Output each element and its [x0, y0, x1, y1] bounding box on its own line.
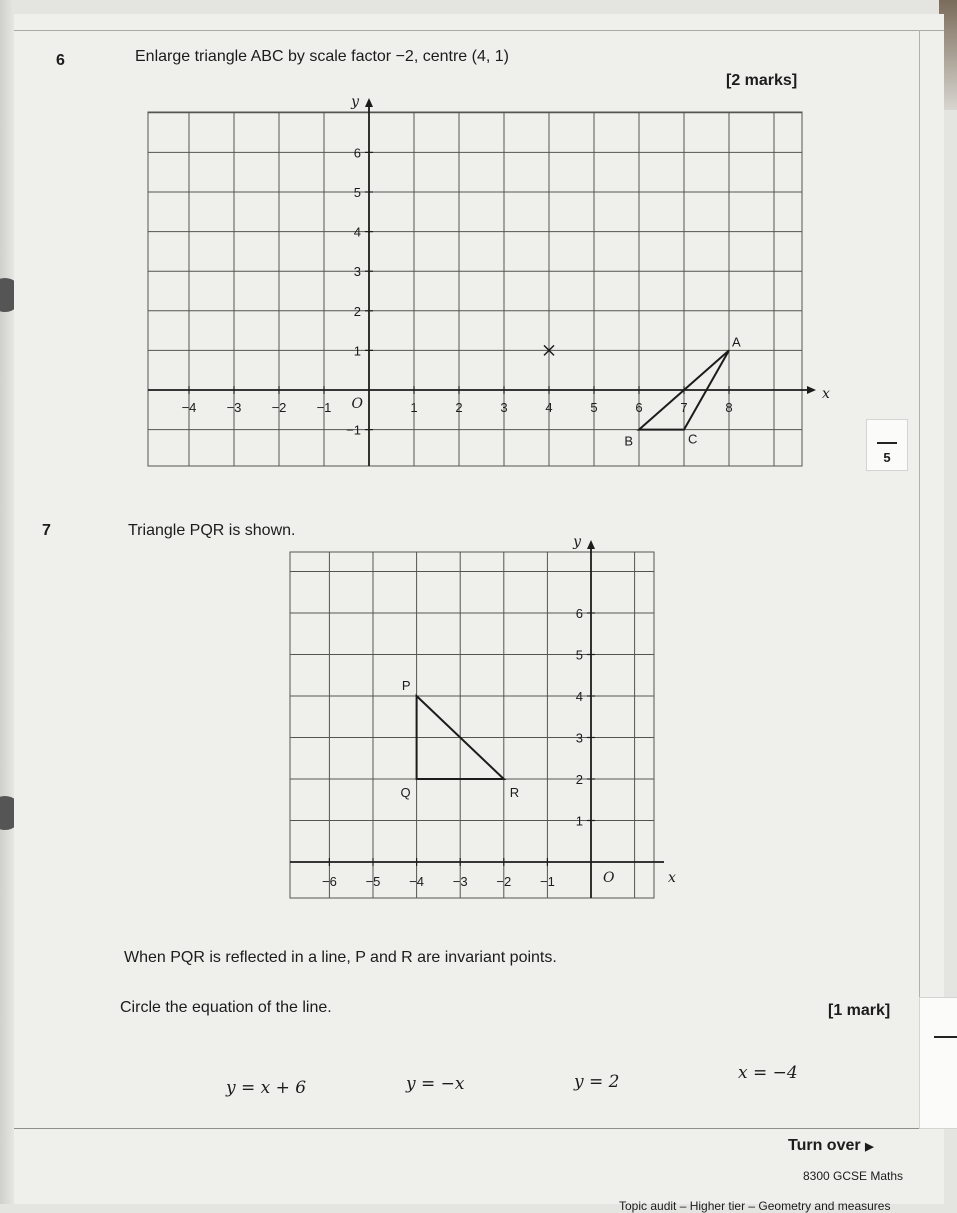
origin-label: O — [603, 870, 615, 886]
score-total: 5 — [883, 450, 891, 465]
y-tick-label: 1 — [575, 813, 583, 829]
turn-over-label — [788, 1137, 874, 1155]
y-tick-label: 4 — [353, 224, 361, 240]
worksheet-page — [14, 14, 944, 1213]
y-tick-label: 6 — [353, 145, 361, 161]
triangle-right-icon: ▶ — [865, 1141, 874, 1153]
y-tick-label: −1 — [346, 422, 361, 438]
page-edge-shadow — [0, 0, 14, 1204]
x-tick-label: 6 — [635, 400, 643, 415]
marks-label: [1 mark] — [828, 1002, 891, 1019]
vertex-label-p: P — [401, 678, 411, 693]
question-number: 6 — [56, 52, 65, 69]
question-number: 7 — [42, 522, 51, 539]
x-axis-label: x — [822, 386, 830, 402]
y-tick-label: 2 — [353, 303, 361, 319]
y-axis-label: y — [351, 94, 359, 110]
y-tick-label: 1 — [353, 343, 361, 359]
question-task: Circle the equation of the line. — [120, 999, 332, 1016]
question-intro: Triangle PQR is shown. — [128, 522, 296, 539]
origin-label: O — [351, 396, 363, 412]
y-tick-label: 6 — [575, 606, 583, 621]
marks-box — [919, 997, 957, 1129]
vertex-label-a: A — [732, 334, 741, 350]
x-tick-label: −3 — [452, 874, 468, 889]
option-equation[interactable]: x = −4 — [738, 1063, 798, 1083]
turn-over-text: Turn over — [788, 1137, 861, 1154]
x-tick-label: −6 — [321, 874, 337, 889]
x-tick-label: −1 — [539, 874, 555, 889]
marks-label: [2 marks] — [726, 72, 798, 89]
y-axis-arrow — [587, 540, 595, 549]
y-tick-label: 3 — [353, 264, 361, 280]
coordinate-grid-q7 — [14, 14, 944, 934]
x-axis-label: x — [668, 870, 676, 886]
y-tick-label: 3 — [575, 730, 583, 746]
y-tick-label: 5 — [353, 185, 361, 200]
grid-border — [290, 552, 654, 898]
y-tick-label: 5 — [575, 647, 583, 663]
vertex-label-c: C — [688, 431, 698, 447]
x-tick-label: 1 — [410, 400, 418, 415]
vertex-label-q: Q — [400, 785, 411, 800]
topic-label: Topic audit – Higher tier – Geometry and measures — [619, 1199, 891, 1213]
y-tick-label: 2 — [575, 772, 583, 787]
course-code: 8300 GCSE Maths — [803, 1169, 904, 1183]
x-tick-label: 7 — [680, 400, 688, 415]
x-tick-label: −5 — [365, 874, 381, 889]
x-tick-label: 8 — [725, 400, 733, 415]
x-tick-label: −2 — [496, 874, 512, 889]
vertex-label-b: B — [624, 433, 633, 449]
x-tick-label: 4 — [545, 400, 553, 415]
option-equation[interactable]: y = x + 6 — [226, 1078, 307, 1098]
option-equation[interactable]: y = 2 — [574, 1072, 620, 1092]
x-tick-label: −3 — [226, 400, 242, 415]
x-tick-label: −1 — [316, 400, 332, 415]
x-tick-label: −4 — [409, 874, 425, 889]
x-tick-label: 2 — [455, 400, 463, 415]
score-line — [934, 1036, 957, 1038]
option-equation[interactable]: y = −x — [406, 1074, 465, 1094]
vertex-label-r: R — [509, 785, 520, 800]
y-axis-label: y — [573, 534, 581, 550]
divider-line — [14, 1128, 944, 1129]
y-tick-label: 4 — [575, 689, 583, 704]
x-tick-label: −4 — [181, 400, 197, 415]
x-tick-label: 5 — [590, 400, 598, 415]
question-statement: When PQR is reflected in a line, P and R are invariant points. — [124, 949, 557, 966]
x-tick-label: 3 — [500, 400, 508, 415]
x-tick-label: −2 — [271, 400, 287, 415]
question-instruction: Enlarge triangle ABC by scale factor −2, centre (4, 1) — [135, 48, 509, 65]
